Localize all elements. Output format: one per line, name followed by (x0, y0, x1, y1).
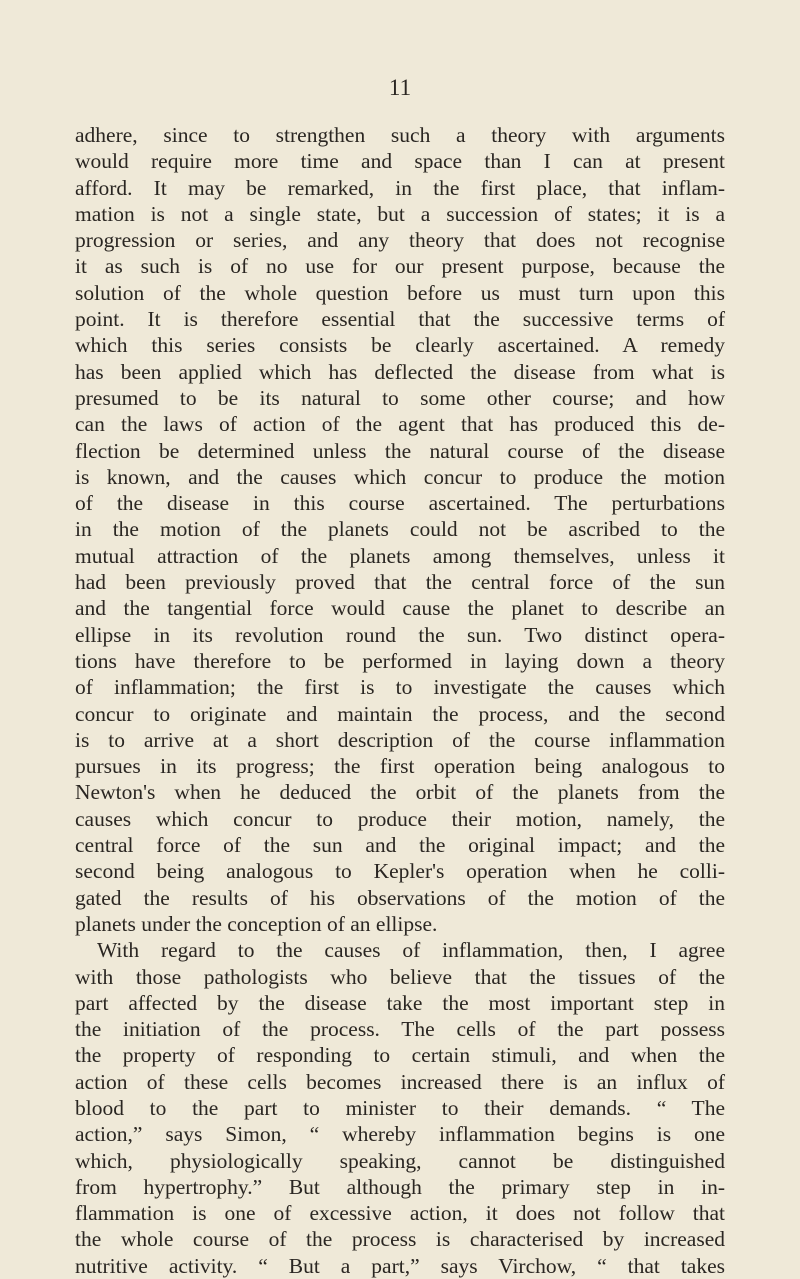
text-line: concur to originate and maintain the process, and the second (75, 701, 725, 726)
text-line: part affected by the disease take the most important step in (75, 990, 725, 1015)
text-line: adhere, since to strengthen such a theory with arguments (75, 123, 725, 147)
text-line: progression or series, and any theory that does not recognise (75, 228, 725, 253)
text-line: had been previously proved that the central force of the sun (75, 570, 725, 595)
paragraph-end-line: planets under the conception of an ellipse. (75, 911, 438, 936)
text-line: the property of responding to certain stimuli, and when the (75, 1043, 725, 1068)
text-line: flection be determined unless the natural course of the disease (75, 438, 725, 463)
text-line: in the motion of the planets could not be ascribed to the (75, 517, 725, 542)
text-line: can the laws of action of the agent that has produced this de- (75, 412, 725, 437)
text-line: tions have therefore to be performed in laying down a theory (75, 648, 725, 673)
text-line: solution of the whole question before us must turn upon this (75, 280, 725, 305)
text-line: blood to the part to minister to their demands. “ The (75, 1095, 725, 1120)
text-line: mutual attraction of the planets among themselves, unless it (75, 543, 725, 568)
text-line: flammation is one of excessive action, it does not follow that (75, 1201, 725, 1226)
text-line: is known, and the causes which concur to produce the motion (75, 464, 725, 489)
text-line: gated the results of his observations of the motion of the (75, 885, 725, 910)
text-line: point. It is therefore essential that the successive terms of (75, 307, 725, 332)
text-line: Newton's when he deduced the orbit of the planets from the (75, 780, 725, 805)
text-line: action,” says Simon, “ whereby inflammation begins is one (75, 1122, 725, 1147)
text-line: has been applied which has deflected the disease from what is (75, 359, 725, 384)
text-line: action of these cells becomes increased there is an influx of (75, 1069, 725, 1094)
text-line: presumed to be its natural to some other course; and how (75, 385, 725, 410)
text-line: with those pathologists who believe that the tissues of the (75, 964, 725, 989)
text-line: causes which concur to produce their motion, namely, the (75, 806, 725, 831)
text-line: and the tangential force would cause the planet to describe an (75, 596, 725, 621)
text-line: which this series consists be clearly ascertained. A remedy (75, 333, 725, 358)
text-line: would require more time and space than I can at present (75, 149, 725, 174)
text-line: from hypertrophy.” But although the primary step in in- (75, 1174, 725, 1199)
text-line: afford. It may be remarked, in the first place, that inflam- (75, 175, 725, 200)
text-line: mation is not a single state, but a succession of states; it is a (75, 201, 725, 226)
text-line: it as such is of no use for our present purpose, because the (75, 254, 725, 279)
page-number: 11 (388, 75, 412, 100)
text-line: nutritive activity. “ But a part,” says Virchow, “ that takes (75, 1253, 725, 1278)
text-line: the whole course of the process is characterised by increased (75, 1227, 725, 1252)
text-line: ellipse in its revolution round the sun. Two distinct opera- (75, 622, 725, 647)
text-line: the initiation of the process. The cells of the part possess (75, 1017, 725, 1042)
text-line: which, physiologically speaking, cannot be distinguished (75, 1148, 725, 1173)
paragraph-start-line: With regard to the causes of inflammation, then, I agree (97, 938, 725, 963)
text-line: of the disease in this course ascertained. The perturbations (75, 491, 725, 516)
text-line: of inflammation; the first is to investigate the causes which (75, 675, 725, 700)
text-line: pursues in its progress; the first operation being analogous to (75, 754, 725, 779)
text-line: second being analogous to Kepler's operation when he colli- (75, 859, 725, 884)
text-line: is to arrive at a short description of the course inflammation (75, 727, 725, 752)
body-text (75, 122, 725, 1279)
text-line: central force of the sun and the original impact; and the (75, 833, 725, 858)
